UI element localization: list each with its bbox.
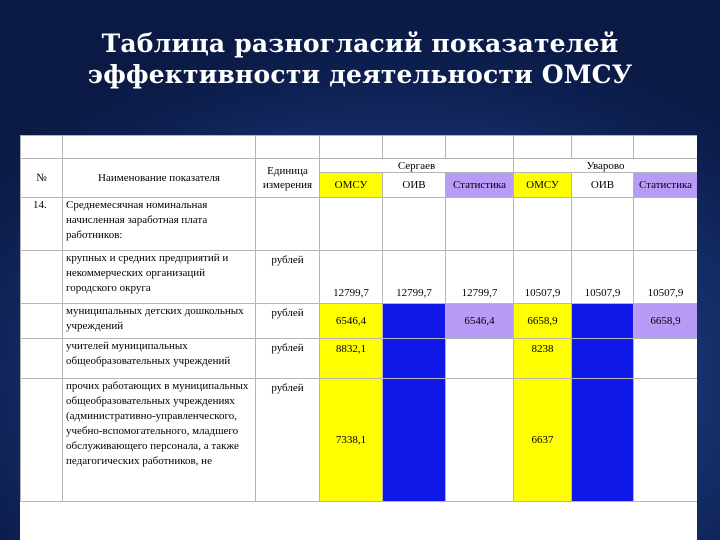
table-row bbox=[21, 339, 698, 379]
table-cell bbox=[383, 136, 446, 159]
table-row bbox=[21, 379, 698, 502]
value-cell: 6400 bbox=[383, 304, 446, 339]
value-cell: 6546,4 bbox=[446, 304, 514, 339]
value-cell: 12799,7 bbox=[383, 251, 446, 304]
table-cell bbox=[514, 136, 572, 159]
row-unit: рублей bbox=[256, 304, 320, 339]
row-name: муниципальных детских дошкольных учреждений bbox=[63, 304, 256, 339]
value-cell bbox=[634, 339, 698, 379]
value-cell: 7338,1 bbox=[320, 379, 383, 502]
value-cell bbox=[446, 379, 514, 502]
value-cell: 10507,9 bbox=[634, 251, 698, 304]
table-cell bbox=[383, 198, 446, 251]
row-name: прочих работающих в муниципальных общеобразовательных учреждениях (административно-управленческого, учебно-вспомогательного, младшего обслуживающего персонала, а также педагогических работников, не bbox=[63, 379, 256, 502]
table-row bbox=[21, 304, 698, 339]
table-cell bbox=[572, 136, 634, 159]
header-number: № bbox=[21, 159, 63, 198]
table-cell bbox=[320, 136, 383, 159]
value-cell: 6637 bbox=[514, 379, 572, 502]
slide-title-line-2: эффективности деятельности ОМСУ bbox=[87, 60, 633, 89]
table-header-row bbox=[21, 159, 698, 173]
table-row bbox=[21, 136, 698, 159]
value-cell: 8238 bbox=[572, 339, 634, 379]
row-name: крупных и средних предприятий и некоммерческих организаций городского округа bbox=[63, 251, 256, 304]
value-cell: 6546,4 bbox=[320, 304, 383, 339]
value-cell: 12799,7 bbox=[446, 251, 514, 304]
table-row bbox=[21, 251, 698, 304]
value-cell bbox=[446, 339, 514, 379]
row-unit bbox=[256, 198, 320, 251]
header-group-uvarovo: Уварово bbox=[514, 159, 698, 173]
header-col-oiv: ОИВ bbox=[572, 173, 634, 198]
value-cell: 6658,9 bbox=[514, 304, 572, 339]
value-cell: 8238 bbox=[514, 339, 572, 379]
spreadsheet-area bbox=[20, 135, 697, 540]
row-number bbox=[21, 339, 63, 379]
row-unit: рублей bbox=[256, 379, 320, 502]
table-cell bbox=[572, 198, 634, 251]
value-cell: 5864 bbox=[383, 379, 446, 502]
table-cell bbox=[446, 136, 514, 159]
header-col-omsu: ОМСУ bbox=[320, 173, 383, 198]
row-unit: рублей bbox=[256, 339, 320, 379]
table-row bbox=[21, 198, 698, 251]
value-cell: 10507,9 bbox=[514, 251, 572, 304]
header-col-statistika: Статистика bbox=[634, 173, 698, 198]
header-unit-line-2: измерения bbox=[262, 179, 313, 191]
slide-title bbox=[0, 28, 720, 90]
row-number bbox=[21, 379, 63, 502]
value-cell: 6620 bbox=[572, 304, 634, 339]
row-number: 14. bbox=[21, 198, 63, 251]
row-number bbox=[21, 251, 63, 304]
slide-title-line-1: Таблица разногласий показателей bbox=[101, 29, 619, 58]
row-number bbox=[21, 304, 63, 339]
header-name: Наименование показателя bbox=[63, 159, 256, 198]
value-cell: 6658,9 bbox=[634, 304, 698, 339]
table-cell bbox=[634, 198, 698, 251]
table-cell bbox=[256, 136, 320, 159]
row-name: Среднемесячная номинальная начисленная заработная плата работников: bbox=[63, 198, 256, 251]
table-cell bbox=[514, 198, 572, 251]
table-cell bbox=[320, 198, 383, 251]
value-cell: 8832 bbox=[383, 339, 446, 379]
row-unit: рублей bbox=[256, 251, 320, 304]
value-cell: 10507,9 bbox=[572, 251, 634, 304]
header-group-sergaev: Сергаев bbox=[320, 159, 514, 173]
header-unit-line-1: Единица bbox=[267, 165, 308, 177]
table-cell bbox=[21, 136, 63, 159]
table-cell bbox=[446, 198, 514, 251]
header-col-oiv: ОИВ bbox=[383, 173, 446, 198]
header-unit bbox=[256, 159, 320, 198]
header-col-statistika: Статистика bbox=[446, 173, 514, 198]
value-cell: 12799,7 bbox=[320, 251, 383, 304]
value-cell: 6630 bbox=[572, 379, 634, 502]
value-cell: 8832,1 bbox=[320, 339, 383, 379]
table-cell bbox=[634, 136, 698, 159]
discrepancy-table bbox=[20, 135, 697, 502]
row-name: учителей муниципальных общеобразовательных учреждений bbox=[63, 339, 256, 379]
header-col-omsu: ОМСУ bbox=[514, 173, 572, 198]
value-cell bbox=[634, 379, 698, 502]
table-cell bbox=[63, 136, 256, 159]
